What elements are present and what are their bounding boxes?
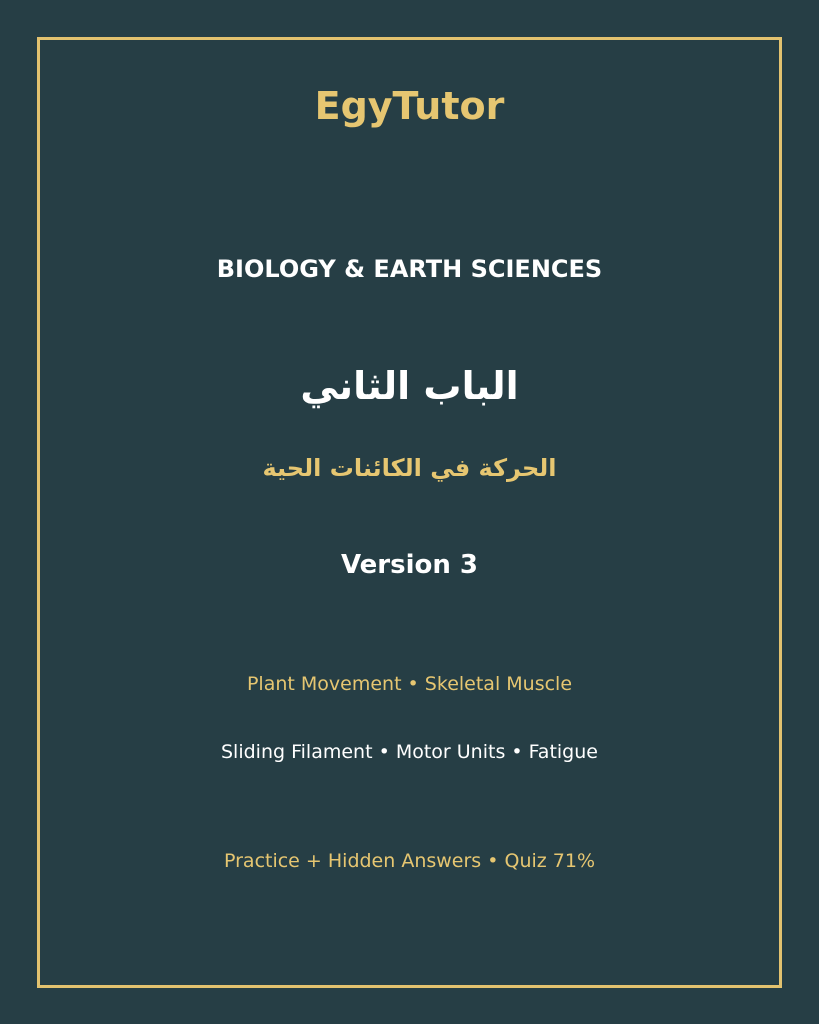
version-label: Version 3 (340, 550, 479, 580)
subject-heading: BIOLOGY & EARTH SCIENCES (216, 255, 603, 283)
topics-line-1: Plant Movement • Skeletal Muscle (246, 673, 573, 695)
footer-note: Practice + Hidden Answers • Quiz 71% (223, 850, 596, 872)
topics-line-2: Sliding Filament • Motor Units • Fatigue (221, 741, 598, 763)
chapter-title: الحركة في الكائنات الحية (262, 454, 557, 482)
cover-frame (37, 37, 782, 988)
brand-title: EgyTutor (314, 84, 505, 128)
chapter-heading: الباب الثاني (300, 364, 519, 408)
